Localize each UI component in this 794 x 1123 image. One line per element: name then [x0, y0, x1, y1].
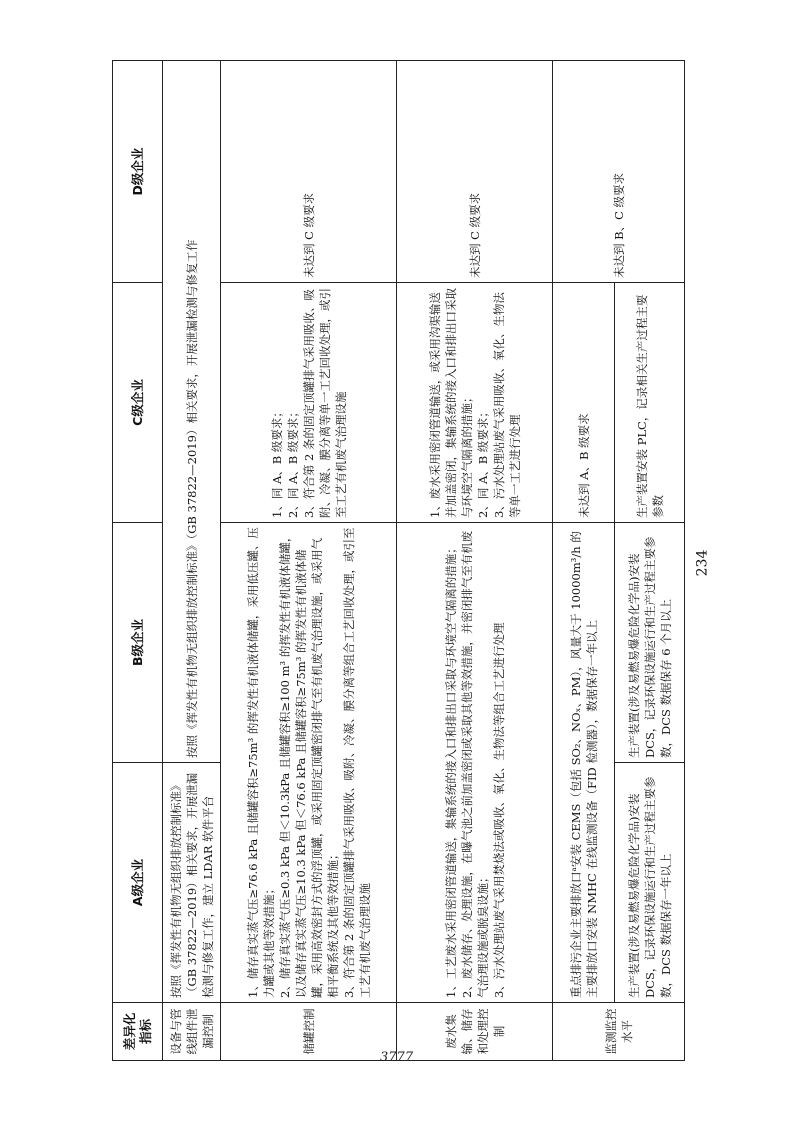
cell-a: 按照《挥发性有机物无组织排放控制标准》（GB 37822—2019）相关要求，开展泄漏检测与修复工作，建立 LDAR 软件平台	[163, 763, 221, 1003]
table-row	[397, 61, 553, 1061]
header-indicator: 差异化指标	[113, 1003, 163, 1061]
cell-d: 未达到 C 级要求	[397, 61, 553, 283]
table-row	[553, 61, 615, 1061]
cell-d: 未达到 B、C 级要求	[553, 61, 685, 283]
header-c: C级企业	[113, 283, 163, 523]
page-number: 234	[694, 549, 711, 577]
indicator-cell: 设备与管线组件泄漏控制	[163, 1003, 221, 1061]
cell-ab: 1、储存真实蒸气压≥76.6 kPa 且储罐容积≥75m³ 的挥发性有机液体储罐，采用低压罐、压力罐或其他等效措施； 2、储存真实蒸气压≥0.3 kPa 但＜10.3kPa 且储罐容积≥100 m³ 的挥发性有机液体储罐，以及储存真实蒸气压≥10.3 kPa 但＜76.6 kPa 且储罐容积≥75m³ 的挥发性有机液体储罐，采用高效密封方式的浮顶罐，或采用固定顶罐密闭排气至有机废气治理设施，或采用气相平衡系统及其他等效措施； 3、符合第 2 条的固定顶罐排气采用吸收、吸附、冷凝、膜分离等组合工艺回收处理，或引至工艺有机废气治理设施	[221, 523, 397, 1003]
indicator-cell: 废水集输、储存和处理控制	[397, 1003, 553, 1061]
cell-bcd: 按照《挥发性有机物无组织排放控制标准》（GB 37822—2019）相关要求，开展泄漏检测与修复工作	[163, 61, 221, 763]
cell-d: 未达到 C 级要求	[221, 61, 397, 283]
rotated-table-container	[112, 61, 685, 1061]
cell-c: 生产装置安装 PLC，记录相关生产过程主要参数	[615, 283, 685, 523]
cell-b: 生产装置(涉及易燃易爆危险化学品)安装 DCS，记录环保设施运行和生产过程主要参数，DCS 数据保存 6 个月以上	[615, 523, 685, 763]
cell-c: 未达到 A、B 级要求	[553, 283, 615, 523]
indicator-cell: 储罐控制	[221, 1003, 397, 1061]
cell-ab: 1、工艺废水采用密闭管道输送，集输系统的接入口和排出口采取与环境空气隔离的措施； 2、废水储存、处理设施，在曝气池之前加盖密闭或采取其他等效措施，并密闭排气至有机废气治理设施或脱臭设施； 3、污水处理站废气采用焚烧法或吸收、氧化、生物法等组合工艺进行处理	[397, 523, 553, 1003]
cell-a: 生产装置(涉及易燃易爆危险化学品)安装 DCS，记录环保设施运行和生产过程主要参数，DCS 数据保存一年以上	[615, 763, 685, 1003]
table-row	[221, 61, 397, 1061]
cell-ab: 重点排污企业主要排放口ᵃ安装 CEMS（包括 SO₂、NOₓ、PM），风量大于 10000m³/h 的主要排放口安装 NMHC 在线监测设备（FID 检测器），数据保存一年以上	[553, 523, 615, 1003]
header-d: D级企业	[113, 61, 163, 283]
cell-c: 1、同 A、B 级要求； 2、同 A、B 级要求； 3、符合第 2 条的固定顶罐排气采用吸收、吸附、冷凝、膜分离等单一工艺回收处理，或引至工艺有机废气治理设施	[221, 283, 397, 523]
header-a: A级企业	[113, 763, 163, 1003]
cell-c: 1、废水采用密闭管道输送，或采用沟渠输送并加盖密闭，集输系统的接入口和排出口采取与环境空气隔离的措施； 2、同 A、B 级要求； 3、污水处理站废气采用吸收、氧化、生物法等单一工艺进行处理	[397, 283, 553, 523]
table-row	[163, 61, 221, 1061]
indicator-cell: 监测监控水平	[553, 1003, 685, 1061]
header-b: B级企业	[113, 523, 163, 763]
differentiation-table	[112, 60, 685, 1061]
header-row	[113, 61, 163, 1061]
document-number: 3777	[380, 1050, 414, 1065]
